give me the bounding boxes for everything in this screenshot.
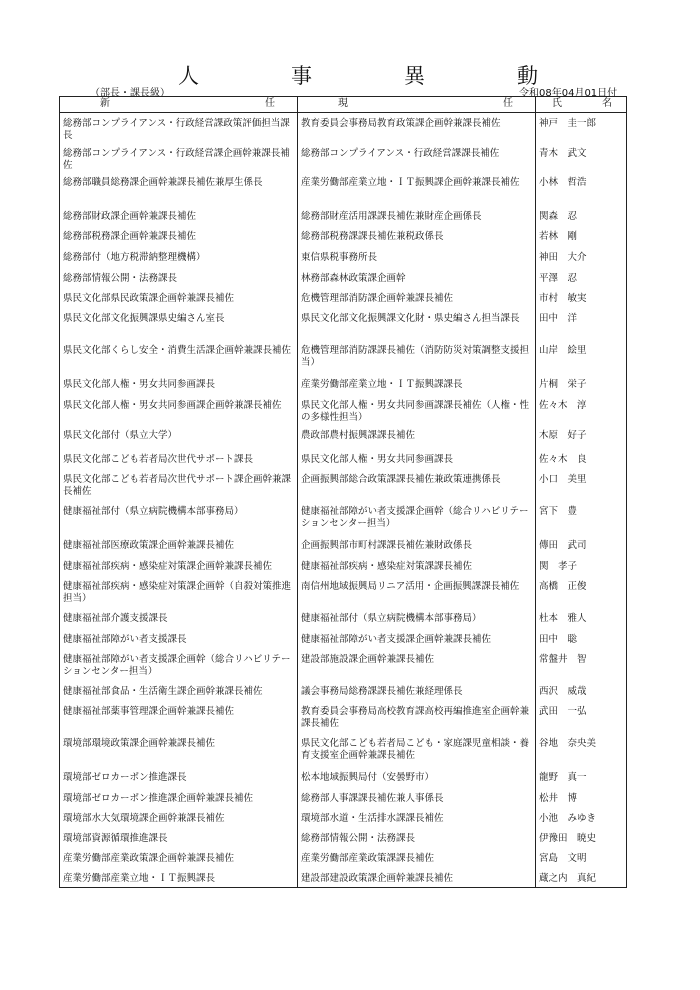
new-position-cell bbox=[60, 374, 298, 395]
name-text: 平澤 忍 bbox=[539, 272, 578, 284]
current-position-cell bbox=[298, 206, 536, 226]
new-position-text: 環境部環境政策課企画幹兼課長補佐 bbox=[63, 737, 216, 749]
current-position-cell bbox=[298, 556, 536, 576]
current-position-text: 総務部税務課課長補佐兼税政係長 bbox=[301, 230, 444, 242]
current-position-cell bbox=[298, 733, 536, 767]
table-row bbox=[60, 535, 627, 556]
new-position-cell bbox=[60, 113, 298, 143]
new-position-cell bbox=[60, 767, 298, 788]
new-position-text: 総務部コンプライアンス・行政経営課政策評価担当課長 bbox=[63, 118, 290, 141]
current-position-cell bbox=[298, 308, 536, 340]
name-text: 宮下 豊 bbox=[539, 505, 578, 517]
current-position-cell bbox=[298, 649, 536, 681]
current-position-text: 林務部森林政策課企画幹 bbox=[301, 272, 406, 284]
name-text: 神田 大介 bbox=[539, 251, 587, 263]
new-position-text: 県民文化部付（県立大学） bbox=[63, 429, 178, 441]
name-text: 田中 洋 bbox=[539, 312, 578, 324]
current-position-text: 松本地域振興局付（安曇野市） bbox=[301, 771, 435, 783]
name-cell bbox=[536, 828, 627, 848]
new-position-cell bbox=[60, 206, 298, 226]
new-position-text: 県民文化部人権・男女共同参画課長 bbox=[63, 378, 216, 390]
table-row bbox=[60, 868, 627, 888]
table-row bbox=[60, 308, 627, 340]
current-position-cell bbox=[298, 172, 536, 206]
new-position-cell bbox=[60, 576, 298, 608]
name-cell bbox=[536, 535, 627, 556]
current-position-cell bbox=[298, 268, 536, 288]
new-position-text: 総務部財政課企画幹兼課長補佐 bbox=[63, 210, 197, 222]
new-position-text: 総務部税務課企画幹兼課長補佐 bbox=[63, 230, 197, 242]
name-cell bbox=[536, 374, 627, 395]
current-position-cell bbox=[298, 576, 536, 608]
name-cell bbox=[536, 206, 627, 226]
current-position-cell bbox=[298, 449, 536, 469]
new-position-cell bbox=[60, 701, 298, 733]
current-position-text: 教育委員会事務局高校教育課高校再編推進室企画幹兼課長補佐 bbox=[301, 705, 530, 729]
name-cell bbox=[536, 649, 627, 681]
name-text: 伊豫田 暁史 bbox=[539, 832, 597, 844]
new-position-cell bbox=[60, 649, 298, 681]
header-char: 現 bbox=[338, 98, 348, 109]
current-position-cell bbox=[298, 868, 536, 888]
new-position-text: 産業労働部産業政策課企画幹兼課長補佐 bbox=[63, 852, 235, 864]
table-row bbox=[60, 649, 627, 681]
name-text: 小池 みゆき bbox=[539, 812, 597, 824]
current-position-text: 健康福祉部障がい者支援課企画幹兼課長補佐 bbox=[301, 633, 492, 645]
table-row bbox=[60, 629, 627, 649]
table-row bbox=[60, 828, 627, 848]
name-cell bbox=[536, 808, 627, 828]
name-cell bbox=[536, 681, 627, 701]
current-position-text: 南信州地域振興局リニア活用・企画振興課課長補佐 bbox=[301, 580, 520, 592]
name-cell bbox=[536, 848, 627, 868]
name-text: 杜本 雅人 bbox=[539, 612, 587, 624]
current-position-text: 産業労働部産業立地・ＩＴ振興課企画幹兼課長補佐 bbox=[301, 176, 520, 188]
current-position-text: 議会事務局総務課課長補佐兼経理係長 bbox=[301, 685, 463, 697]
new-position-cell bbox=[60, 808, 298, 828]
current-position-text: 企画振興部市町村課課長補佐兼財政係長 bbox=[301, 539, 473, 551]
new-position-text: 産業労働部産業立地・ＩＴ振興課長 bbox=[63, 872, 216, 884]
current-position-text: 東信県税事務所長 bbox=[301, 251, 378, 263]
header-char: 任 bbox=[503, 98, 513, 109]
page-title bbox=[178, 60, 538, 88]
new-position-text: 健康福祉部医療政策課企画幹兼課長補佐 bbox=[63, 539, 235, 551]
name-cell bbox=[536, 172, 627, 206]
new-position-text: 環境部資源循環推進課長 bbox=[63, 832, 168, 844]
name-text: 高橋 正俊 bbox=[539, 580, 587, 592]
table-row bbox=[60, 226, 627, 247]
new-position-cell bbox=[60, 556, 298, 576]
header-name bbox=[536, 97, 627, 113]
name-text: 若林 剛 bbox=[539, 230, 578, 242]
name-cell bbox=[536, 425, 627, 449]
table-row bbox=[60, 701, 627, 733]
new-position-text: 総務部コンプライアンス・行政経営課企画幹兼課長補佐 bbox=[63, 147, 290, 171]
current-position-text: 県民文化部こども若者局こども・家庭課児童相談・養育支援室企画幹兼課長補佐 bbox=[301, 737, 530, 761]
current-position-cell bbox=[298, 425, 536, 449]
new-position-text: 健康福祉部介護支援課長 bbox=[63, 612, 168, 624]
name-text: 関 孝子 bbox=[539, 560, 578, 572]
table-row bbox=[60, 681, 627, 701]
current-position-text: 危機管理部消防課企画幹兼課長補佐 bbox=[301, 292, 454, 304]
name-text: 山岸 絵里 bbox=[539, 344, 587, 356]
current-position-cell bbox=[298, 288, 536, 308]
name-cell bbox=[536, 247, 627, 268]
current-position-text: 県民文化部人権・男女共同参画課課長補佐（人権・性の多様性担当） bbox=[301, 399, 530, 423]
current-position-text: 総務部情報公開・法務課長 bbox=[301, 832, 416, 844]
new-position-text: 県民文化部こども若者局次世代サポート課長 bbox=[63, 453, 254, 465]
current-position-text: 健康福祉部疾病・感染症対策課課長補佐 bbox=[301, 560, 473, 572]
table-row bbox=[60, 848, 627, 868]
table-row bbox=[60, 556, 627, 576]
table-row bbox=[60, 469, 627, 501]
name-cell bbox=[536, 608, 627, 629]
table-row bbox=[60, 788, 627, 808]
title-char: 異 bbox=[404, 64, 425, 88]
name-cell bbox=[536, 268, 627, 288]
title-char: 人 bbox=[178, 64, 199, 88]
name-text: 谷地 奈央美 bbox=[539, 737, 597, 749]
header-char: 名 bbox=[602, 98, 612, 109]
table-row bbox=[60, 576, 627, 608]
current-position-cell bbox=[298, 629, 536, 649]
header-char: 氏 bbox=[552, 98, 562, 109]
name-cell bbox=[536, 788, 627, 808]
new-position-text: 県民文化部文化振興課県史編さん室長 bbox=[63, 312, 225, 324]
new-position-cell bbox=[60, 172, 298, 206]
new-position-cell bbox=[60, 395, 298, 425]
current-position-text: 建設部施設課企画幹兼課長補佐 bbox=[301, 653, 435, 665]
current-position-text: 産業労働部産業政策課課長補佐 bbox=[301, 852, 435, 864]
table-row bbox=[60, 449, 627, 469]
table-row bbox=[60, 340, 627, 374]
current-position-text: 健康福祉部付（県立病院機構本部事務局） bbox=[301, 612, 482, 624]
new-position-cell bbox=[60, 340, 298, 374]
table-row bbox=[60, 501, 627, 535]
new-position-cell bbox=[60, 449, 298, 469]
new-position-cell bbox=[60, 501, 298, 535]
name-text: 武田 一弘 bbox=[539, 705, 587, 717]
name-cell bbox=[536, 340, 627, 374]
name-cell bbox=[536, 226, 627, 247]
name-cell bbox=[536, 576, 627, 608]
effective-date: 令和08年04月01日付 bbox=[519, 88, 618, 99]
new-position-cell bbox=[60, 308, 298, 340]
current-position-cell bbox=[298, 247, 536, 268]
table-header-row bbox=[60, 97, 627, 113]
table-row bbox=[60, 113, 627, 143]
new-position-text: 総務部情報公開・法務課長 bbox=[63, 272, 178, 284]
name-text: 小林 哲浩 bbox=[539, 176, 587, 188]
current-position-text: 県民文化部文化振興課文化財・県史編さん担当課長 bbox=[301, 312, 520, 324]
current-position-cell bbox=[298, 395, 536, 425]
table-row bbox=[60, 268, 627, 288]
current-position-cell bbox=[298, 501, 536, 535]
header-char: 任 bbox=[265, 98, 275, 109]
table-row bbox=[60, 206, 627, 226]
new-position-text: 健康福祉部付（県立病院機構本部事務局） bbox=[63, 505, 244, 517]
current-position-cell bbox=[298, 788, 536, 808]
new-position-cell bbox=[60, 828, 298, 848]
table-body bbox=[60, 113, 627, 888]
current-position-text: 産業労働部産業立地・ＩＴ振興課課長 bbox=[301, 378, 463, 390]
name-cell bbox=[536, 868, 627, 888]
new-position-cell bbox=[60, 608, 298, 629]
current-position-text: 企画振興部総合政策課課長補佐兼政策連携係長 bbox=[301, 473, 501, 485]
table-row bbox=[60, 608, 627, 629]
name-text: 佐々木 良 bbox=[539, 453, 587, 465]
new-position-cell bbox=[60, 681, 298, 701]
current-position-text: 建設部建設政策課企画幹兼課長補佐 bbox=[301, 872, 454, 884]
name-cell bbox=[536, 701, 627, 733]
current-position-text: 総務部財産活用課課長補佐兼財産企画係長 bbox=[301, 210, 482, 222]
new-position-text: 健康福祉部障がい者支援課長 bbox=[63, 633, 187, 645]
new-position-cell bbox=[60, 268, 298, 288]
table-row bbox=[60, 288, 627, 308]
name-text: 西沢 威哉 bbox=[539, 685, 587, 697]
name-text: 木原 好子 bbox=[539, 429, 587, 441]
current-position-cell bbox=[298, 767, 536, 788]
name-text: 片桐 栄子 bbox=[539, 378, 587, 390]
name-cell bbox=[536, 733, 627, 767]
table-row bbox=[60, 808, 627, 828]
title-char: 事 bbox=[291, 64, 312, 88]
new-position-cell bbox=[60, 247, 298, 268]
table-row bbox=[60, 143, 627, 172]
header-char: 新 bbox=[100, 98, 110, 109]
name-cell bbox=[536, 113, 627, 143]
new-position-text: 総務部付（地方税滞納整理機構） bbox=[63, 251, 206, 263]
name-text: 市村 敏実 bbox=[539, 292, 587, 304]
new-position-cell bbox=[60, 425, 298, 449]
new-position-text: 健康福祉部障がい者支援課企画幹（総合リハビリテーションセンター担当） bbox=[63, 653, 291, 677]
name-text: 常盤井 智 bbox=[539, 653, 587, 665]
current-position-text: 農政部農村振興課課長補佐 bbox=[301, 429, 416, 441]
new-position-text: 健康福祉部食品・生活衛生課企画幹兼課長補佐 bbox=[63, 685, 263, 697]
header-current-position bbox=[298, 97, 536, 113]
table-row bbox=[60, 395, 627, 425]
new-position-text: 県民文化部こども若者局次世代サポート課企画幹兼課長補佐 bbox=[63, 473, 292, 497]
current-position-text: 県民文化部人権・男女共同参画課長 bbox=[301, 453, 454, 465]
new-position-cell bbox=[60, 143, 298, 172]
name-cell bbox=[536, 395, 627, 425]
name-text: 神戸 圭一郎 bbox=[539, 118, 597, 129]
name-cell bbox=[536, 288, 627, 308]
new-position-cell bbox=[60, 848, 298, 868]
name-cell bbox=[536, 143, 627, 172]
current-position-cell bbox=[298, 681, 536, 701]
table-row bbox=[60, 374, 627, 395]
new-position-text: 県民文化部くらし安全・消費生活課企画幹兼課長補佐 bbox=[63, 344, 292, 356]
table-row bbox=[60, 247, 627, 268]
current-position-text: 環境部水道・生活排水課課長補佐 bbox=[301, 812, 444, 824]
new-position-text: 県民文化部県民政策課企画幹兼課長補佐 bbox=[63, 292, 235, 304]
table-row bbox=[60, 172, 627, 206]
title-char: 動 bbox=[517, 64, 538, 88]
name-text: 関森 忍 bbox=[539, 210, 578, 222]
current-position-cell bbox=[298, 535, 536, 556]
new-position-cell bbox=[60, 788, 298, 808]
new-position-text: 環境部ゼロカーボン推進課企画幹兼課長補佐 bbox=[63, 792, 254, 804]
new-position-text: 環境部水大気環境課企画幹兼課長補佐 bbox=[63, 812, 225, 824]
name-cell bbox=[536, 767, 627, 788]
new-position-text: 県民文化部人権・男女共同参画課企画幹兼課長補佐 bbox=[63, 399, 282, 411]
current-position-cell bbox=[298, 848, 536, 868]
current-position-text: 健康福祉部障がい者支援課企画幹（総合リハビリテーションセンター担当） bbox=[301, 505, 529, 529]
table-row bbox=[60, 733, 627, 767]
new-position-text: 環境部ゼロカーボン推進課長 bbox=[63, 771, 187, 783]
current-position-cell bbox=[298, 469, 536, 501]
new-position-cell bbox=[60, 469, 298, 501]
name-text: 龍野 真一 bbox=[539, 771, 587, 783]
name-text: 佐々木 淳 bbox=[539, 399, 587, 411]
new-position-cell bbox=[60, 288, 298, 308]
current-position-cell bbox=[298, 226, 536, 247]
name-text: 松井 博 bbox=[539, 792, 578, 804]
new-position-cell bbox=[60, 629, 298, 649]
current-position-cell bbox=[298, 701, 536, 733]
name-cell bbox=[536, 556, 627, 576]
current-position-text: 総務部コンプライアンス・行政経営課課長補佐 bbox=[301, 147, 500, 159]
new-position-cell bbox=[60, 733, 298, 767]
name-cell bbox=[536, 449, 627, 469]
name-text: 田中 聡 bbox=[539, 633, 578, 645]
new-position-cell bbox=[60, 868, 298, 888]
new-position-text: 健康福祉部薬事管理課企画幹兼課長補佐 bbox=[63, 705, 235, 717]
current-position-cell bbox=[298, 608, 536, 629]
new-position-text: 総務部職員総務課企画幹兼課長補佐兼厚生係長 bbox=[63, 176, 263, 188]
name-cell bbox=[536, 629, 627, 649]
name-cell bbox=[536, 501, 627, 535]
header-new-position bbox=[60, 97, 298, 113]
current-position-cell bbox=[298, 143, 536, 172]
current-position-cell bbox=[298, 808, 536, 828]
name-cell bbox=[536, 308, 627, 340]
current-position-text: 教育委員会事務局教育政策課企画幹兼課長補佐 bbox=[301, 118, 501, 129]
current-position-cell bbox=[298, 113, 536, 143]
name-text: 宮島 文明 bbox=[539, 852, 587, 864]
table-row bbox=[60, 767, 627, 788]
current-position-text: 危機管理部消防課課長補佐（消防防災対策調整支援担当） bbox=[301, 344, 530, 368]
personnel-table bbox=[59, 96, 627, 888]
table-row bbox=[60, 425, 627, 449]
current-position-cell bbox=[298, 340, 536, 374]
new-position-cell bbox=[60, 226, 298, 247]
current-position-cell bbox=[298, 374, 536, 395]
name-text: 青木 武文 bbox=[539, 147, 587, 159]
new-position-text: 健康福祉部疾病・感染症対策課企画幹（自殺対策推進担当） bbox=[63, 580, 292, 604]
name-cell bbox=[536, 469, 627, 501]
new-position-text: 健康福祉部疾病・感染症対策課企画幹兼課長補佐 bbox=[63, 560, 273, 572]
rank-subtitle: （部長・課長級） bbox=[90, 88, 170, 99]
name-text: 小口 美里 bbox=[539, 473, 587, 485]
current-position-text: 総務部人事課課長補佐兼人事係長 bbox=[301, 792, 444, 804]
new-position-cell bbox=[60, 535, 298, 556]
name-text: 傳田 武司 bbox=[539, 539, 587, 551]
name-text: 蔵之内 真紀 bbox=[539, 872, 597, 884]
current-position-cell bbox=[298, 828, 536, 848]
